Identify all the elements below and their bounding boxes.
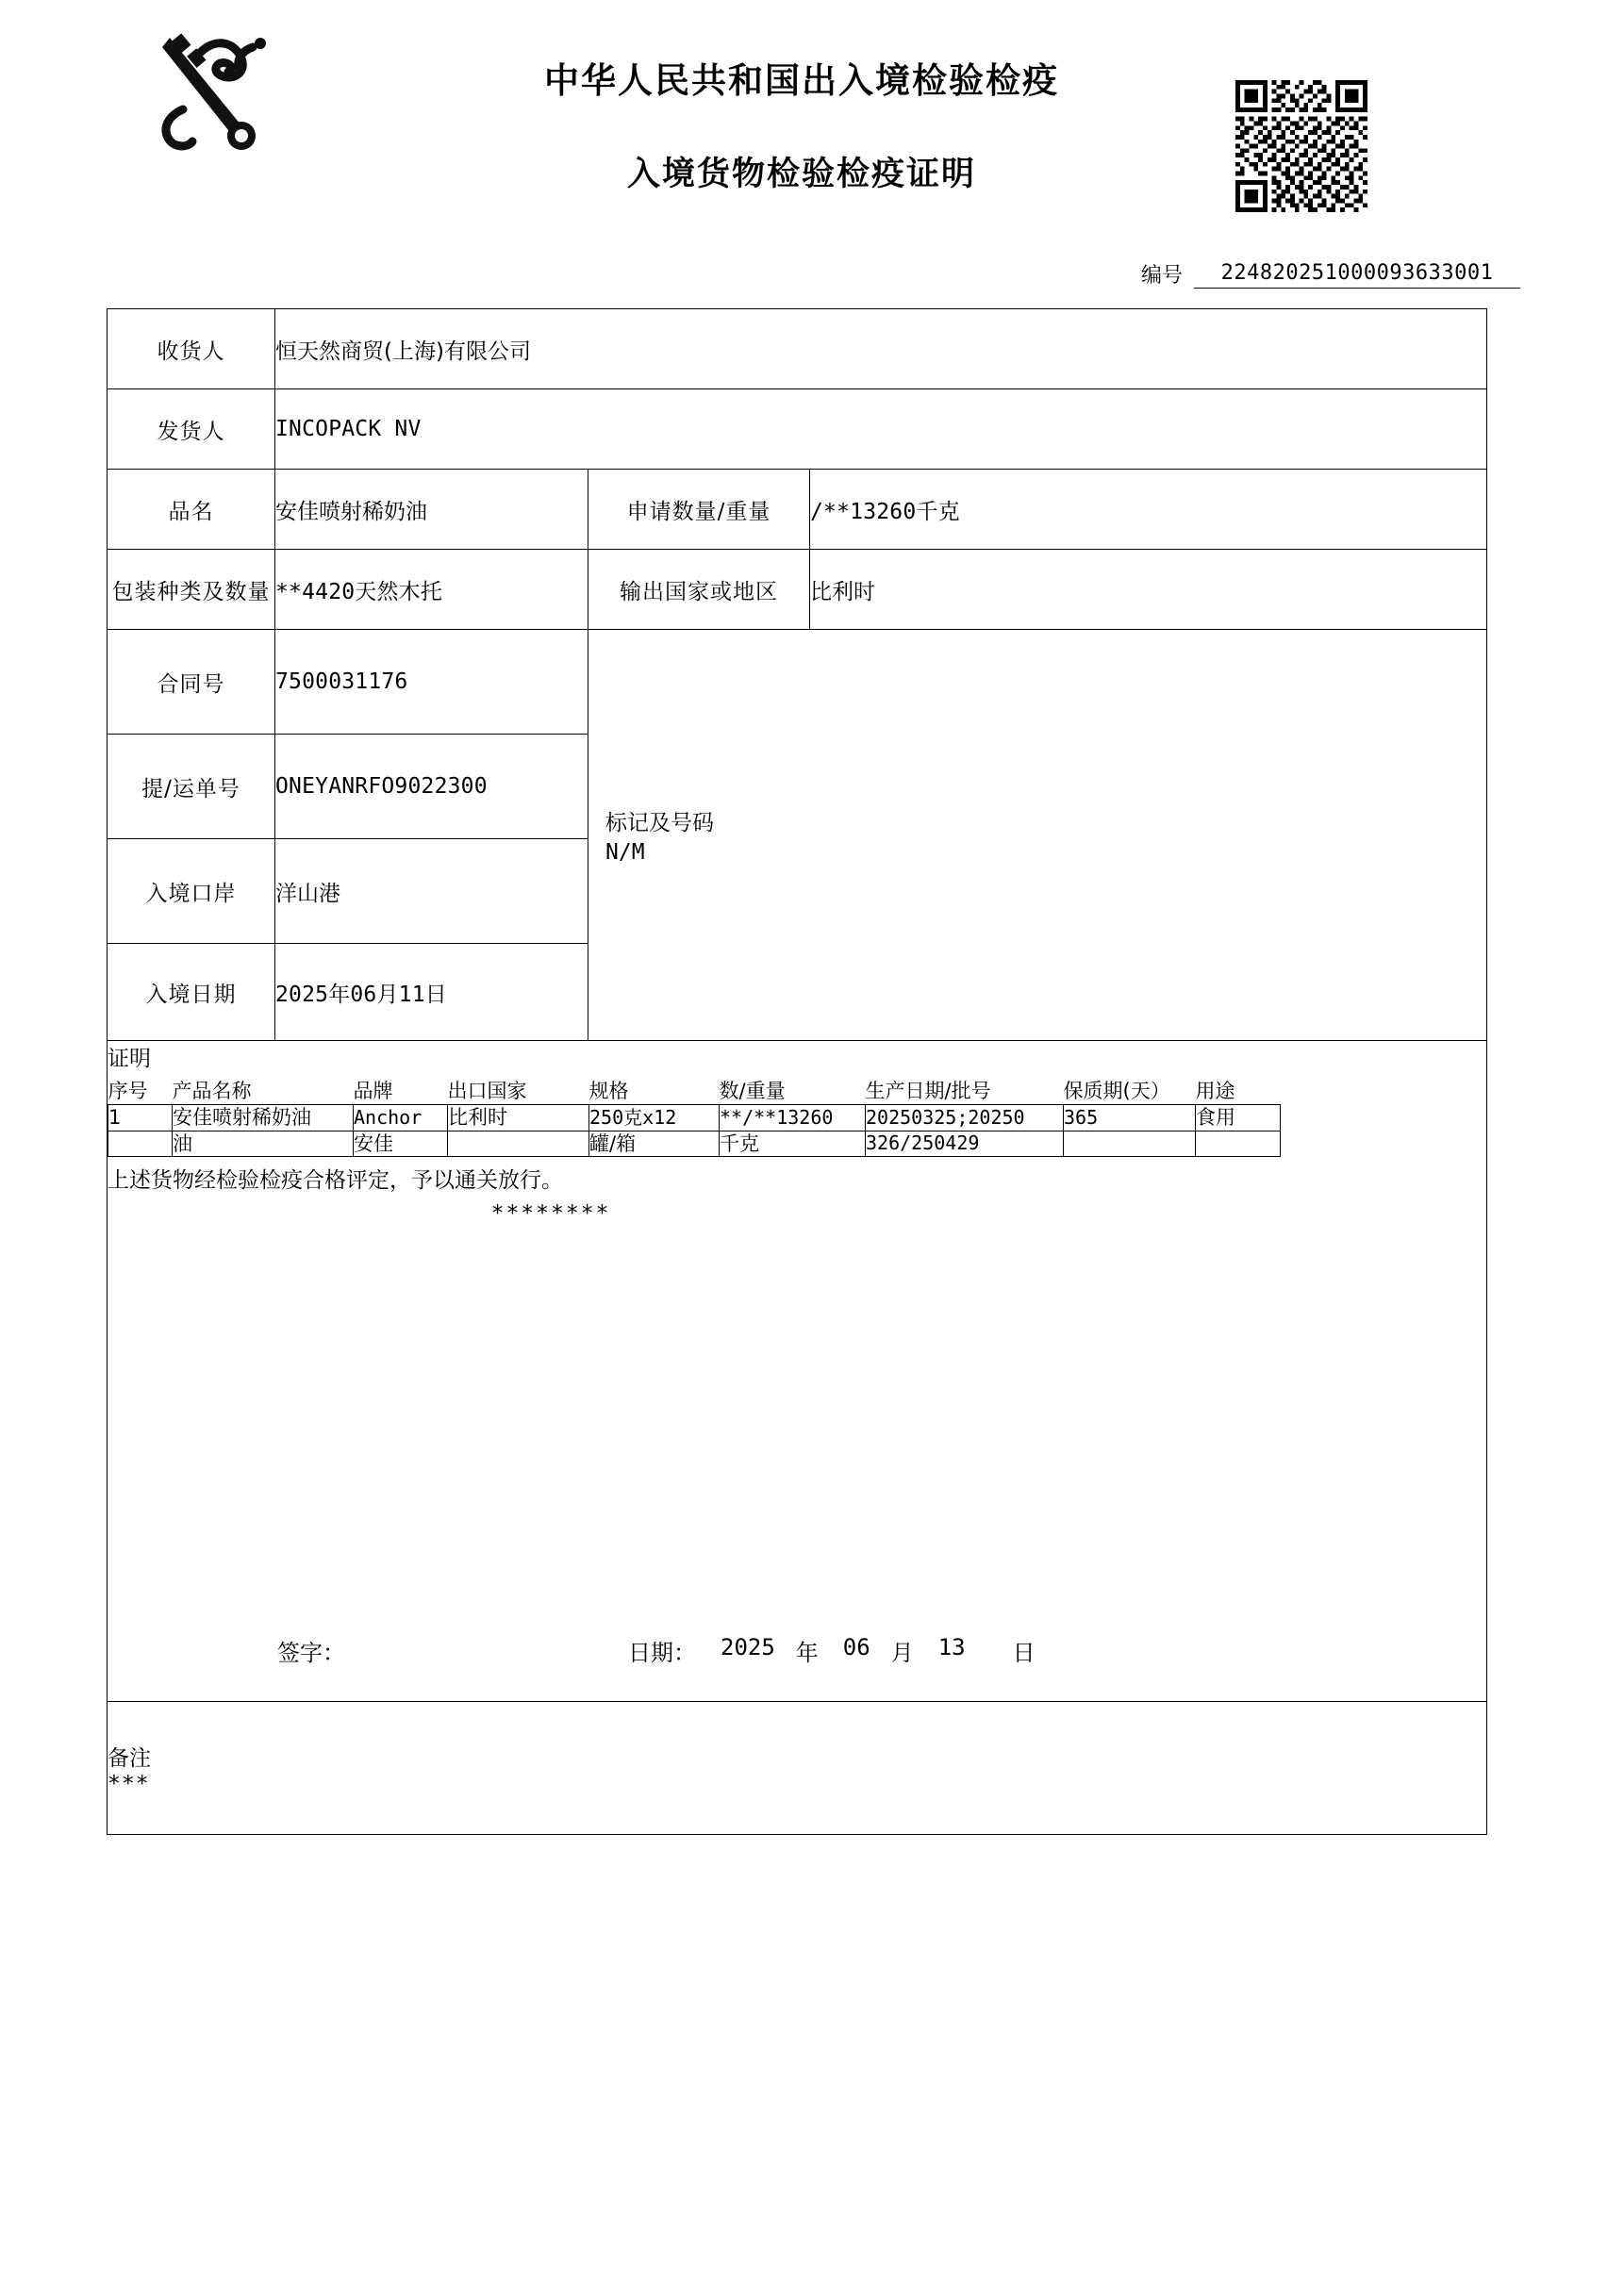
consignor-label: 发货人 — [108, 389, 275, 470]
date-label: 日期： — [628, 1640, 696, 1666]
remark-label: 备注 — [108, 1745, 151, 1771]
cell-prod-date-1: 20250325;20250 — [866, 1105, 1064, 1131]
bill-label: 提/运单号 — [108, 735, 275, 839]
date-year-unit: 年 — [795, 1640, 819, 1666]
qr-code-icon — [1235, 80, 1367, 212]
serial-number — [1141, 259, 1520, 289]
title-block — [415, 52, 1188, 195]
country-label: 输出国家或地区 — [588, 550, 810, 630]
product-label: 品名 — [108, 470, 275, 550]
col-seq: 序号 — [108, 1080, 148, 1102]
cell-country: 比利时 — [448, 1105, 589, 1131]
cell-usage: 食用 — [1196, 1105, 1281, 1131]
certificate-stars: ******** — [490, 1200, 611, 1226]
remark-value: *** — [108, 1771, 150, 1796]
cell-seq-cont — [108, 1131, 173, 1156]
bill-value: ONEYANRFO9022300 — [275, 735, 588, 839]
col-usage: 用途 — [1195, 1080, 1235, 1102]
country-value: 比利时 — [810, 550, 1487, 630]
col-qty: 数/重量 — [719, 1080, 786, 1102]
consignor-value: INCOPACK NV — [275, 389, 1487, 470]
cell-brand-en: Anchor — [354, 1105, 448, 1131]
cell-qty-2: 千克 — [720, 1131, 866, 1156]
marks-label: 标记及号码 — [605, 811, 714, 835]
table-row-cont — [108, 1131, 1281, 1156]
row-product — [108, 470, 1487, 550]
date-year: 2025 — [721, 1634, 775, 1660]
date-day-unit: 日 — [1012, 1640, 1036, 1666]
caduceus-emblem-icon — [141, 19, 283, 160]
date-month-unit: 月 — [890, 1640, 914, 1666]
row-remark — [108, 1702, 1487, 1835]
col-name: 产品名称 — [172, 1080, 252, 1102]
package-value: **4420天然木托 — [275, 550, 588, 630]
cell-name: 安佳喷射稀奶油 — [173, 1105, 354, 1131]
col-shelf-life: 保质期(天） — [1063, 1080, 1170, 1102]
cell-name-cont: 油 — [173, 1131, 354, 1156]
table-row — [108, 1105, 1281, 1131]
serial-number-label: 编号 — [1140, 264, 1183, 288]
col-spec: 规格 — [588, 1080, 629, 1102]
signature-date-row — [108, 1634, 1486, 1667]
col-brand: 品牌 — [353, 1080, 393, 1102]
title-sub: 入境货物检验检疫证明 — [626, 155, 976, 193]
title-main: 中华人民共和国出入境检验检疫 — [544, 59, 1059, 101]
goods-table — [108, 1078, 1281, 1157]
remark-cell — [108, 1702, 1487, 1835]
consignee-label: 收货人 — [108, 309, 275, 389]
cell-shelf-life: 365 — [1064, 1105, 1196, 1131]
row-consignee — [108, 309, 1487, 389]
cell-shelf-life-cont — [1064, 1131, 1196, 1156]
consignee-value: 恒天然商贸(上海)有限公司 — [275, 309, 1487, 389]
row-consignor — [108, 389, 1487, 470]
entry-date-value: 2025年06月11日 — [275, 944, 588, 1041]
col-prod-date: 生产日期/批号 — [865, 1080, 991, 1102]
date-day: 13 — [937, 1634, 966, 1660]
cell-spec-2: 罐/箱 — [589, 1131, 720, 1156]
main-info-table — [107, 308, 1487, 1835]
row-package — [108, 550, 1487, 630]
product-value: 安佳喷射稀奶油 — [275, 470, 588, 550]
cell-brand-cn: 安佳 — [354, 1131, 448, 1156]
quantity-label: 申请数量/重量 — [588, 470, 810, 550]
contract-label: 合同号 — [108, 630, 275, 735]
date-month: 06 — [842, 1634, 870, 1660]
cell-qty-1: **/**13260 — [720, 1105, 866, 1131]
certificate-cell — [108, 1041, 1487, 1702]
package-label: 包装种类及数量 — [108, 550, 275, 630]
goods-header-row — [108, 1078, 1281, 1105]
col-country: 出口国家 — [447, 1080, 527, 1102]
marks-cell — [588, 630, 1487, 1041]
signature-label: 签字： — [277, 1640, 345, 1666]
cell-country-cont — [448, 1131, 589, 1156]
row-contract — [108, 630, 1487, 735]
certificate-title: 证明 — [108, 1047, 151, 1071]
port-label: 入境口岸 — [108, 839, 275, 944]
port-value: 洋山港 — [275, 839, 588, 944]
cell-prod-date-2: 326/250429 — [866, 1131, 1064, 1156]
certificate-statement: 上述货物经检验检疫合格评定，予以通关放行。 — [108, 1167, 563, 1193]
document-header — [0, 0, 1624, 255]
cell-usage-cont — [1196, 1131, 1281, 1156]
entry-date-label: 入境日期 — [108, 944, 275, 1041]
row-certificate — [108, 1041, 1487, 1702]
marks-value: N/M — [605, 840, 645, 865]
contract-value: 7500031176 — [275, 630, 588, 735]
cell-spec-1: 250克x12 — [589, 1105, 720, 1131]
cell-seq: 1 — [108, 1105, 173, 1131]
quantity-value: /**13260千克 — [810, 470, 1487, 550]
serial-number-value: 224820251000093633001 — [1194, 261, 1520, 289]
